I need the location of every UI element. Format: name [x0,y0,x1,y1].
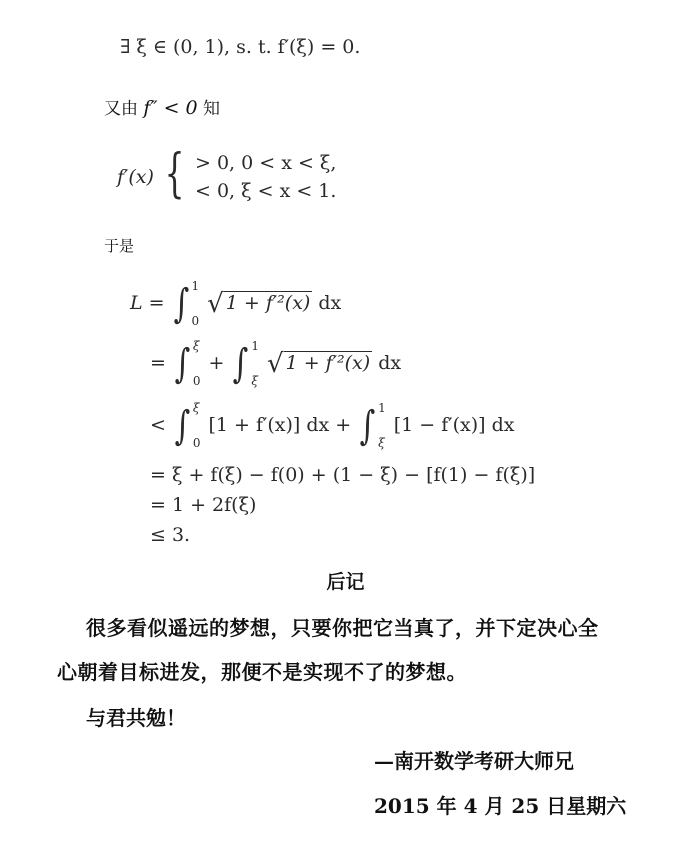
eq2-dx: dx [378,352,402,375]
eq2-integrand: 1 + f′²(x) [285,352,371,375]
eq1-lower: 0 [191,314,200,329]
eq2-plus: + [208,352,225,375]
afterword-paragraph-line-1: 很多看似遥远的梦想，只要你把它当真了，并下定决心全 [86,616,599,640]
encouragement-line: 与君共勉！ [86,706,186,730]
eq2-int1-upper: ξ [192,339,200,353]
eq3-int2-lower: ξ [378,436,385,451]
eq2-prefix: = [150,352,166,375]
eq3-body2: [1 − f′(x)] dx [393,414,515,437]
eq3-int1-lower: 0 [192,436,201,451]
case-positive: > 0, 0 < x < ξ, [194,152,337,174]
sqrt-icon: √ [207,289,224,320]
line2-text: 又由 [104,99,138,119]
eq3-int2-upper: 1 [378,401,386,415]
afterword-paragraph-line-2: 心朝着目标进发，那便不是实现不了的梦想。 [57,660,467,684]
therefore-label: 于是 [104,237,135,255]
eq2-int1-lower: 0 [192,374,201,389]
equation-row-4: = ξ + f(ξ) − f(0) + (1 − ξ) − [f(1) − f(ξ)] [150,464,536,486]
afterword-heading: 后记 [326,571,365,593]
integral-sign-icon: ∫ [174,403,191,450]
author-signature: —南开数学考研大师兄 [374,749,574,773]
eq3-int1-upper: ξ [192,401,200,415]
eq1-lhs: L = [130,292,165,315]
second-derivative-line [104,94,220,119]
case-negative: < 0, ξ < x < 1. [194,180,337,202]
line2-tail: 知 [203,99,221,119]
cases-lhs: f′(x) [117,166,154,188]
eq3-body1: [1 + f′(x)] dx + [208,414,352,437]
equation-row-6: ≤ 3. [150,524,191,546]
eq2-int2-upper: 1 [251,339,259,353]
equation-row-1 [130,280,341,328]
math-existence-line: ∃ ξ ∈ (0, 1), s. t. f′(ξ) = 0. [120,36,361,58]
eq1-upper: 1 [191,279,200,293]
integral-sign-icon: ∫ [359,403,376,450]
eq3-prefix: < [150,414,166,437]
signature-date: 2015 年 4 月 25 日星期六 [374,794,627,818]
line2-math: f″ < 0 [143,97,198,119]
sqrt-icon: √ [267,349,284,380]
integral-sign-icon: ∫ [173,281,189,328]
equation-row-3 [150,402,514,450]
eq2-int2-lower: ξ [251,374,258,389]
left-brace-icon: { [164,144,185,204]
sign-cases [117,144,337,206]
equation-row-2 [150,340,401,388]
eq1-integrand: 1 + f′²(x) [225,292,311,315]
eq1-dx: dx [318,292,342,315]
integral-sign-icon: ∫ [233,341,249,388]
equation-row-5: = 1 + 2f(ξ) [150,494,257,516]
integral-sign-icon: ∫ [174,341,191,388]
